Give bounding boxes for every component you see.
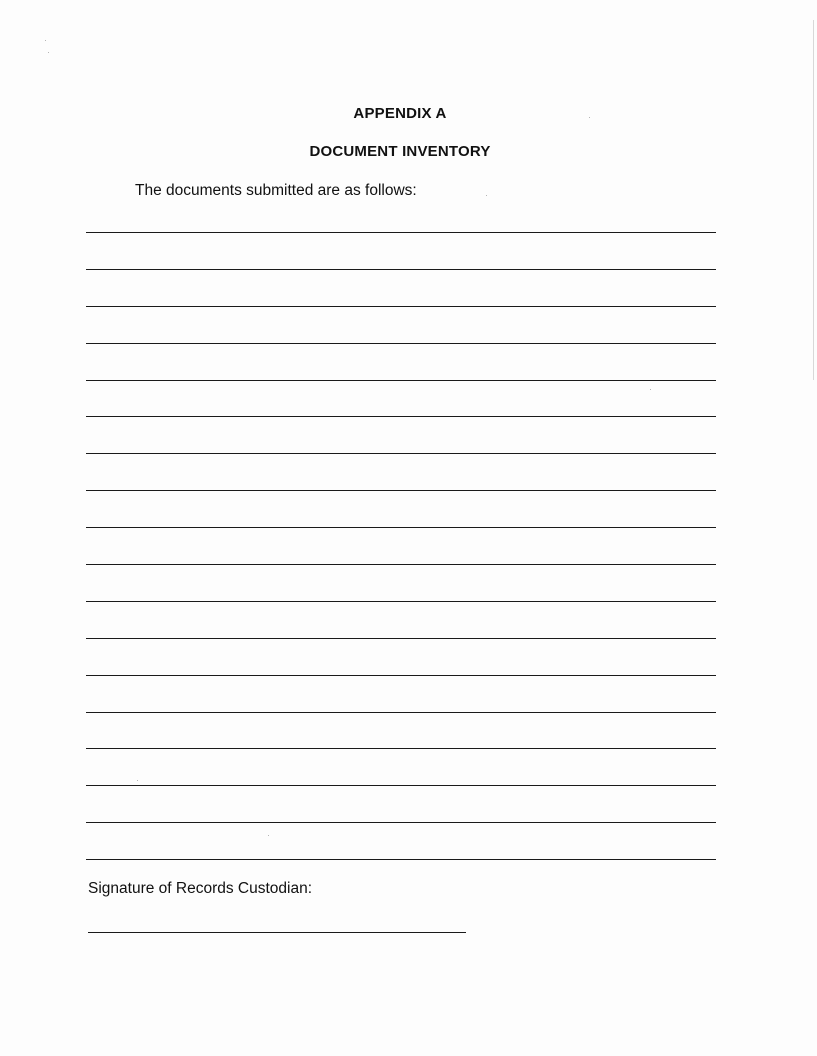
blank-entry-line: [86, 490, 716, 527]
blank-entry-line: [86, 380, 716, 417]
blank-entry-line: [86, 416, 716, 453]
document-entry-lines: [86, 232, 716, 896]
signature-label: Signature of Records Custodian:: [88, 880, 313, 897]
inventory-heading: DOCUMENT INVENTORY: [309, 143, 491, 160]
scan-speck: [650, 389, 651, 390]
scan-speck: [137, 780, 138, 781]
scan-speck: [589, 117, 590, 118]
intro-text: The documents submitted are as follows:: [135, 182, 417, 199]
blank-entry-line: [86, 453, 716, 490]
blank-entry-line: [86, 822, 716, 859]
scan-edge: [813, 20, 814, 380]
blank-entry-line: [86, 638, 716, 675]
blank-entry-line: [86, 343, 716, 380]
scan-speck: [45, 40, 46, 41]
blank-entry-line: [86, 527, 716, 564]
scan-speck: [268, 835, 269, 836]
blank-entry-line: [86, 712, 716, 749]
blank-entry-line: [86, 564, 716, 601]
blank-entry-line: [86, 269, 716, 306]
blank-entry-line: [86, 306, 716, 343]
blank-entry-line: [86, 601, 716, 638]
scan-speck: [48, 52, 49, 53]
scan-speck: [486, 195, 487, 196]
blank-entry-line: [86, 232, 716, 269]
blank-entry-line: [86, 675, 716, 712]
signature-line: [88, 932, 466, 933]
appendix-title: APPENDIX A: [353, 105, 447, 122]
blank-entry-line: [86, 748, 716, 785]
blank-entry-line: [86, 785, 716, 822]
